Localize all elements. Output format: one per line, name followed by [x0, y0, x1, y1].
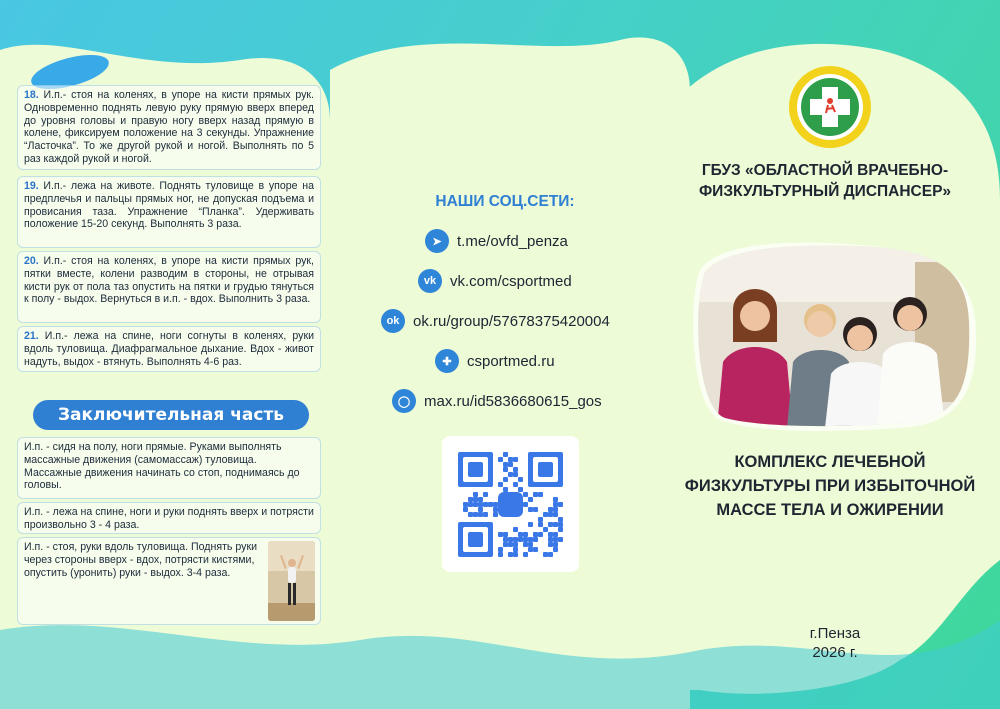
qr-module	[553, 537, 558, 542]
qr-module	[508, 552, 513, 557]
qr-module	[503, 452, 508, 457]
social-link-text: max.ru/id5836680615_gos	[424, 392, 602, 410]
qr-module	[493, 502, 498, 507]
qr-module	[533, 547, 538, 552]
city-name: г.Пенза	[809, 625, 861, 642]
qr-module	[513, 472, 518, 477]
social-link-web[interactable]	[435, 349, 555, 373]
qr-module	[473, 512, 478, 517]
social-link-text: csportmed.ru	[467, 352, 555, 370]
qr-module	[538, 517, 543, 522]
qr-module	[513, 457, 518, 462]
social-link-text: t.me/ovfd_penza	[457, 232, 568, 250]
qr-module	[503, 532, 508, 537]
max-icon: ◯	[392, 389, 416, 413]
qr-module	[503, 542, 508, 547]
qr-module	[478, 512, 483, 517]
qr-module	[473, 502, 478, 507]
qr-module	[548, 507, 553, 512]
exercise-text: И.п.- стоя на коленях, в упоре на кисти прямых рук, пятки вместе, колени разводим в стороны, не отрывая кисти рук от пола таз опустить на пятки и грудью тянуться к полу - выдох. Вернуться в и.п. - вдох. Выполнить 3 раза.	[24, 255, 314, 306]
exercise-number: 21.	[24, 330, 39, 342]
qr-module	[483, 512, 488, 517]
qr-finder-pattern	[528, 452, 563, 487]
qr-module	[498, 482, 503, 487]
logo	[788, 65, 872, 149]
social-link-vk[interactable]	[418, 269, 572, 293]
final-exercise-text: И.п. - стоя, руки вдоль туловища. Поднять руки через стороны вверх - вдох, потрясти кистями, опустить (уронить) руки - выдох. 3-4 раза.	[24, 541, 257, 579]
exercise-number: 19.	[24, 180, 39, 192]
social-link-text: ok.ru/group/57678375420004	[413, 312, 610, 330]
exercise-text: И.п.- лежа на животе. Поднять туловище в упоре на предплечья и пальцы прямых ног, не допуская подъема и провисания таза. Упражнение “Планка”. Удерживать положение 15-20 секунд. Выполнять 3 раза.	[24, 180, 314, 231]
qr-module	[503, 477, 508, 482]
final-exercise-2	[17, 502, 321, 534]
qr-finder-pattern	[458, 522, 493, 557]
qr-module	[548, 552, 553, 557]
qr-module	[543, 527, 548, 532]
qr-module	[538, 532, 543, 537]
qr-finder-pattern	[458, 452, 493, 487]
qr-module	[463, 507, 468, 512]
organization-title: ГБУЗ «ОБЛАСТНОЙ ВРАЧЕБНО-ФИЗКУЛЬТУРНЫЙ ДИСПАНСЕР»	[698, 162, 952, 200]
city-year	[780, 624, 890, 662]
qr-module	[553, 507, 558, 512]
final-exercise-text: И.п. - сидя на полу, ноги прямые. Руками выполнять массажные движения (самомассаж) туловища. Массажные движения начинать со стоп, поднимаясь до головы.	[24, 441, 300, 492]
qr-module	[548, 532, 553, 537]
qr-module	[548, 537, 553, 542]
exercise-text: И.п.- лежа на спине, ноги согнуты в коленях, руки вдоль туловища. Диафрагмальное дыхание. Вдох - живот надуть, выдох - втянуть. Выполнять 4-6 раз.	[24, 330, 314, 368]
qr-module	[503, 467, 508, 472]
qr-module	[478, 497, 483, 502]
qr-module	[503, 537, 508, 542]
qr-module	[498, 532, 503, 537]
exercise-text: И.п.- стоя на коленях, в упоре на кисти прямых рук. Одновременно поднять левую руку прямую вверх вперед до уровня головы и правую ногу вверх назад прямую в колене, фиксируем положение на 3 секунды. Упражнение “Ласточка”. То же другой рукой и ногой. Выполнять по 5 раз каждой рукой и ногой.	[24, 89, 314, 165]
qr-module	[518, 487, 523, 492]
qr-module	[538, 492, 543, 497]
qr-code[interactable]	[442, 436, 579, 572]
qr-module	[523, 492, 528, 497]
qr-module	[498, 552, 503, 557]
qr-module	[508, 537, 513, 542]
qr-module	[553, 497, 558, 502]
qr-center-logo	[498, 492, 523, 517]
qr-module	[508, 472, 513, 477]
qr-module	[478, 507, 483, 512]
qr-module	[558, 522, 563, 527]
qr-module	[503, 462, 508, 467]
qr-module	[553, 512, 558, 517]
social-link-max[interactable]	[392, 389, 602, 413]
qr-module	[523, 552, 528, 557]
qr-module	[468, 502, 473, 507]
qr-module	[508, 542, 513, 547]
qr-module	[518, 477, 523, 482]
qr-module	[528, 507, 533, 512]
qr-module	[548, 512, 553, 517]
qr-module	[513, 482, 518, 487]
qr-module	[533, 532, 538, 537]
qr-module	[558, 537, 563, 542]
qr-module	[548, 542, 553, 547]
exercise-card-19	[17, 176, 321, 248]
qr-module	[558, 502, 563, 507]
telegram-icon: ➤	[425, 229, 449, 253]
qr-module	[553, 547, 558, 552]
qr-module	[553, 542, 558, 547]
team-photo	[695, 242, 973, 428]
qr-module	[513, 467, 518, 472]
exercise-card-21	[17, 326, 321, 372]
vk-icon: vk	[418, 269, 442, 293]
qr-module	[523, 542, 528, 547]
qr-module	[558, 527, 563, 532]
social-link-ok[interactable]	[381, 309, 610, 333]
qr-module	[513, 527, 518, 532]
qr-module	[558, 517, 563, 522]
qr-module	[533, 537, 538, 542]
qr-module	[553, 502, 558, 507]
qr-module	[533, 507, 538, 512]
qr-module	[553, 522, 558, 527]
qr-module	[493, 512, 498, 517]
qr-module	[528, 542, 533, 547]
qr-module	[473, 497, 478, 502]
qr-module	[513, 542, 518, 547]
qr-module	[523, 537, 528, 542]
qr-module	[498, 457, 503, 462]
qr-module	[478, 502, 483, 507]
exercise-card-20	[17, 251, 321, 323]
final-exercise-1	[17, 437, 321, 499]
qr-module	[523, 532, 528, 537]
qr-module	[533, 492, 538, 497]
qr-module	[523, 502, 528, 507]
web-icon: ✚	[435, 349, 459, 373]
qr-module	[518, 537, 523, 542]
qr-module	[528, 547, 533, 552]
qr-module	[513, 552, 518, 557]
exercise-photo	[268, 541, 315, 621]
qr-module	[483, 492, 488, 497]
section-title: Заключительная часть	[33, 400, 309, 430]
qr-module	[538, 522, 543, 527]
qr-module	[498, 547, 503, 552]
year: 2026 г.	[812, 644, 858, 661]
qr-module	[503, 487, 508, 492]
qr-module	[488, 502, 493, 507]
qr-code-graphic	[442, 436, 579, 572]
final-exercise-text: И.п. - лежа на спине, ноги и руки поднять вверх и потрясти произвольно 3 - 4 раза.	[24, 506, 314, 531]
social-link-text: vk.com/csportmed	[450, 272, 572, 290]
qr-module	[528, 537, 533, 542]
qr-module	[513, 547, 518, 552]
social-title: НАШИ СОЦ.СЕТИ:	[435, 193, 575, 210]
qr-module	[473, 492, 478, 497]
exercise-number: 20.	[24, 255, 39, 267]
qr-module	[528, 522, 533, 527]
qr-module	[548, 522, 553, 527]
qr-module	[543, 512, 548, 517]
qr-module	[543, 552, 548, 557]
qr-module	[528, 497, 533, 502]
qr-module	[508, 462, 513, 467]
exercise-card-18	[17, 85, 321, 170]
social-link-telegram[interactable]	[425, 229, 568, 253]
qr-module	[508, 457, 513, 462]
qr-module	[463, 502, 468, 507]
qr-module	[518, 532, 523, 537]
brochure-title: КОМПЛЕКС ЛЕЧЕБНОЙ ФИЗКУЛЬТУРЫ ПРИ ИЗБЫТОЧНОЙ МАССЕ ТЕЛА И ОЖИРЕНИИ	[684, 453, 976, 519]
qr-module	[553, 532, 558, 537]
qr-module	[513, 537, 518, 542]
exercise-number: 18.	[24, 89, 39, 101]
qr-module	[483, 502, 488, 507]
qr-module	[468, 512, 473, 517]
ok-icon: ok	[381, 309, 405, 333]
qr-module	[493, 507, 498, 512]
qr-module	[468, 497, 473, 502]
